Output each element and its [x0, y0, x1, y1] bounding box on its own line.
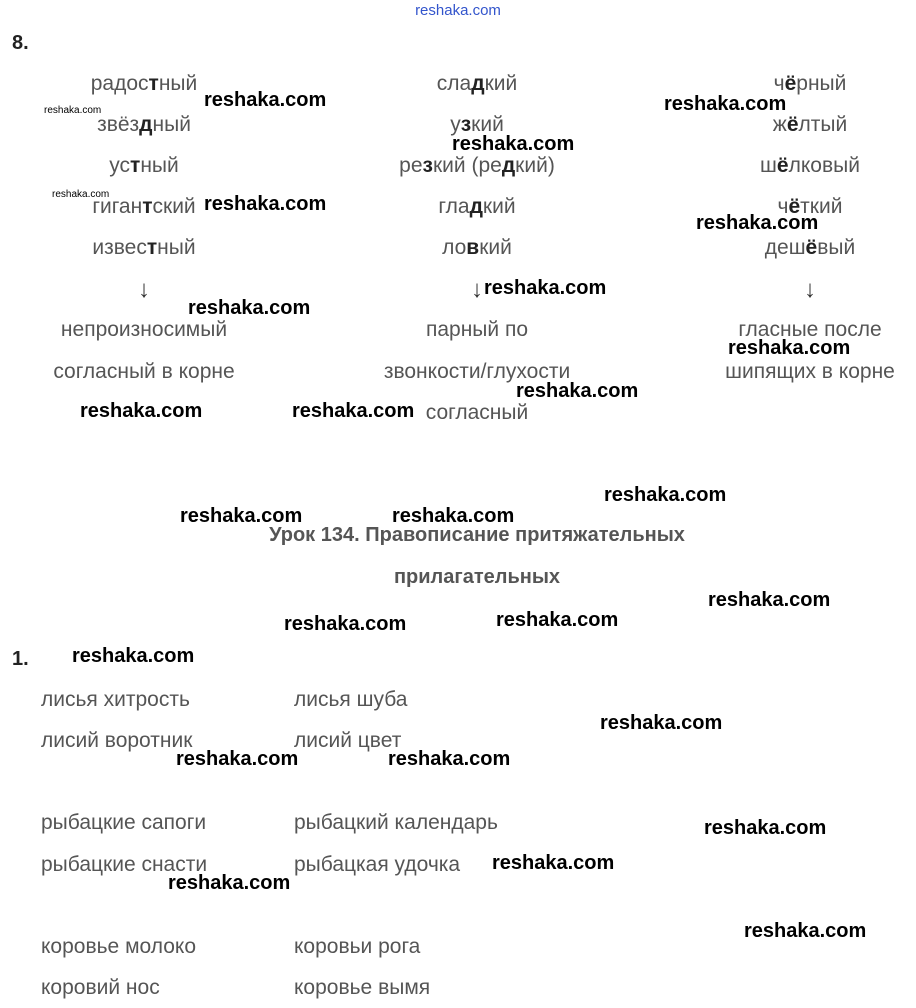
- watermark: reshaka.com: [604, 484, 727, 506]
- rule-line: парный по: [425, 318, 529, 341]
- lesson-title-continued: прилагательных: [393, 566, 561, 588]
- lesson-title: Урок 134. Правописание притяжательных: [269, 524, 685, 546]
- down-arrow-icon: ↓: [804, 276, 816, 303]
- word: известный: [92, 236, 196, 259]
- list-item: коровье молоко: [41, 935, 196, 958]
- word: шёлковый: [760, 154, 860, 177]
- word: сладкий: [436, 72, 518, 95]
- list-item: коровье вымя: [294, 976, 431, 999]
- watermark: reshaka.com: [516, 380, 639, 402]
- watermark: reshaka.com: [180, 505, 303, 527]
- rule-line: согласный в корне: [53, 360, 235, 383]
- watermark: reshaka.com: [204, 193, 327, 215]
- list-item: коровьи рога: [294, 935, 421, 958]
- watermark: reshaka.com: [388, 748, 511, 770]
- watermark: reshaka.com: [600, 712, 723, 734]
- word: ловкий: [442, 236, 512, 259]
- word: чёрный: [773, 72, 847, 95]
- watermark: reshaka.com: [708, 589, 831, 611]
- list-item: коровий нос: [41, 976, 160, 999]
- list-item: рыбацкие сапоги: [41, 811, 207, 834]
- exercise-1-number: 1.: [12, 648, 29, 670]
- watermark: reshaka.com: [728, 337, 851, 359]
- watermark: reshaka.com: [204, 89, 327, 111]
- watermark: reshaka.com: [496, 609, 619, 631]
- word: чёткий: [777, 195, 843, 218]
- watermark-small: reshaka.com: [52, 189, 110, 200]
- list-item: рыбацкий календарь: [294, 811, 498, 834]
- rule-line: непроизносимый: [60, 318, 228, 341]
- watermark: reshaka.com: [188, 297, 311, 319]
- word: звёздный: [97, 113, 191, 136]
- watermark: reshaka.com: [284, 613, 407, 635]
- watermark: reshaka.com: [452, 133, 575, 155]
- watermark: reshaka.com: [80, 400, 203, 422]
- watermark-small: reshaka.com: [44, 105, 102, 116]
- watermark: reshaka.com: [704, 817, 827, 839]
- list-item: лисья хитрость: [41, 688, 190, 711]
- word: гладкий: [438, 195, 516, 218]
- watermark: reshaka.com: [664, 93, 787, 115]
- list-item: рыбацкая удочка: [294, 853, 461, 876]
- watermark: reshaka.com: [696, 212, 819, 234]
- watermark: reshaka.com: [484, 277, 607, 299]
- down-arrow-icon: ↓: [138, 276, 150, 303]
- word: дешёвый: [764, 236, 856, 259]
- rule-line: согласный: [425, 401, 529, 424]
- word: резкий (редкий): [399, 154, 555, 177]
- word: радостный: [90, 72, 198, 95]
- rule-line: звонкости/глухости: [383, 360, 571, 383]
- word: жёлтый: [772, 113, 848, 136]
- exercise-8-number: 8.: [12, 32, 29, 54]
- watermark: reshaka.com: [744, 920, 867, 942]
- list-item: рыбацкие снасти: [41, 853, 208, 876]
- watermark: reshaka.com: [392, 505, 515, 527]
- rule-line: шипящих в корне: [725, 360, 895, 383]
- word: гигантский: [92, 195, 196, 218]
- watermark: reshaka.com: [176, 748, 299, 770]
- watermark: reshaka.com: [492, 852, 615, 874]
- list-item: лисий цвет: [294, 729, 402, 752]
- watermark: reshaka.com: [72, 645, 195, 667]
- word: узкий: [450, 113, 504, 136]
- list-item: лисий воротник: [41, 729, 193, 752]
- list-item: лисья шуба: [294, 688, 408, 711]
- rule-line: гласные после: [738, 318, 882, 341]
- word: устный: [109, 154, 179, 177]
- watermark: reshaka.com: [292, 400, 415, 422]
- watermark: reshaka.com: [168, 872, 291, 894]
- watermark-top[interactable]: reshaka.com: [415, 2, 501, 19]
- down-arrow-icon: ↓: [471, 276, 483, 303]
